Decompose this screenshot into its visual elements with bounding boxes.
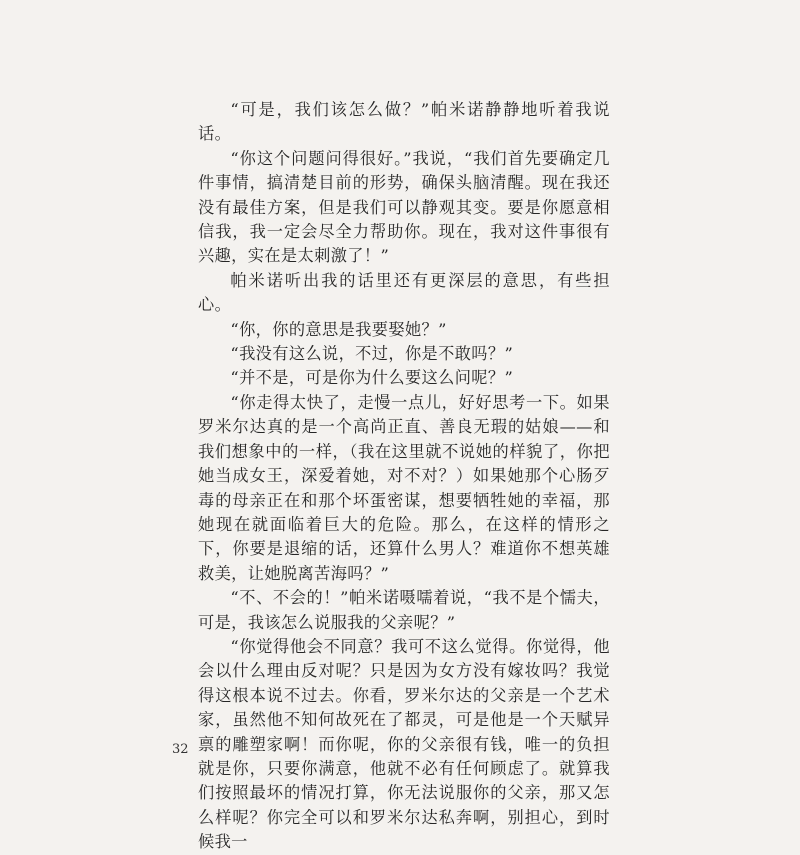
paragraph: “并不是，可是你为什么要这么问呢？” — [230, 368, 514, 388]
paragraph: “你这个问题问得很好。”我说，“我们首先要确定几件事情，搞清楚目前的形势，确保头脑清醒。现在我还没有最佳方案，但是我们可以静观其变。要是你愿意相信我，我一定会尽全力帮助你。现在，我对这件事很有兴趣，实在是太刺激了！” — [198, 148, 610, 266]
paragraph: “你，你的意思是我要娶她？” — [230, 319, 447, 339]
page-number: 32 — [172, 742, 189, 757]
paragraph: “你走得太快了，走慢一点儿，好好思考一下。如果罗米尔达真的是一个高尚正直、善良无瑕的姑娘——和我们想象中的一样，（我在这里就不说她的样貌了，你把她当成女王，深爱着她，对不对？）如果她那个心肠歹毒的母亲正在和那个坏蛋密谋，想要牺牲她的幸福，那她现在就面临着巨大的危险。那么，在这样的情形之下，你要是退缩的话，还算什么男人？难道你不想英雄救美，让她脱离苦海吗？” — [198, 392, 610, 583]
body-text — [198, 98, 610, 855]
paragraph: “不、不会的！”帕米诺嗫嚅着说，“我不是个懦夫，可是，我该怎么说服我的父亲呢？” — [198, 588, 610, 632]
paragraph: “你觉得他会不同意？我可不这么觉得。你觉得，他会以什么理由反对呢？只是因为女方没有嫁妆吗？我觉得这根本说不过去。你看，罗米尔达的父亲是一个艺术家，虽然他不知何故死在了都灵，可是他是一个天赋异禀的雕塑家啊！而你呢，你的父亲很有钱，唯一的负担就是你，只要你满意，他就不必有任何顾虑了。就算我们按照最坏的情况打算，你无法说服你的父亲，那又怎么样呢？你完全可以和罗米尔达私奔啊，别担心，到时候我一 — [198, 636, 610, 852]
paragraph: “我没有这么说，不过，你是不敢吗？” — [230, 344, 514, 364]
paragraph: “可是，我们该怎么做？”帕米诺静静地听着我说话。 — [198, 100, 610, 144]
paragraph: 帕米诺听出我的话里还有更深层的意思，有些担心。 — [198, 270, 610, 315]
